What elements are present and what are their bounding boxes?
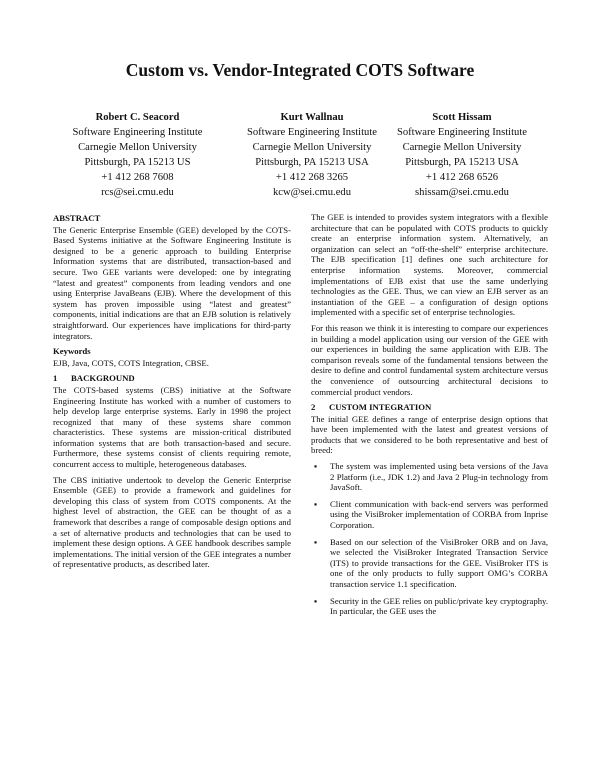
section-heading-custom-integration — [311, 402, 548, 413]
abstract-text: The Generic Enterprise Ensemble (GEE) developed by the COTS-Based Systems initiative at the Software Engineering Institute is designed to be a generic approach to building Enterprise Information systems that are distributed, transaction-based and secure. Two GEE variants were developed: one by integrating “latest and greatest” components from leading vendors and one using Enterprise JavaBeans (EJB). Where the development of this system has proven impossible using “latest and greatest” components, initial indications are that an EJB solution is relatively straightforward. Our experiences have implications for third-party integrators. — [53, 224, 291, 341]
list-item-text: The system was implemented using beta versions of the Java 2 Platform (i.e., JDK 1.2) and Java 2 Plug-in technology from JavaSoft. — [330, 461, 548, 493]
keywords-heading: Keywords — [53, 346, 91, 357]
list-item-text: Client communication with back-end servers was performed using the VisiBroker implementation of CORBA from Inprise Corporation. — [330, 498, 548, 531]
list-item — [311, 499, 548, 531]
author-city: Pittsburgh, PA 15213 USA — [405, 157, 519, 168]
bullet-list — [311, 461, 548, 617]
author-univ: Carnegie Mellon University — [402, 142, 522, 153]
author-name: Robert C. Seacord — [95, 112, 180, 123]
author-email: rcs@sei.cmu.edu — [101, 187, 174, 198]
left-column — [53, 211, 291, 575]
section-number: 2 — [311, 402, 316, 413]
list-item-text: Based on our selection of the VisiBroker ORB and on Java, we selected the VisiBroker Integrated Transaction Service (ITS) to provide transactions for the GEE. VisiBroker ITS is one of the only products to fully support OMG’s CORBA transaction service 1.1 specification. — [330, 536, 548, 589]
bullet-icon: ▪ — [314, 461, 318, 472]
paper-title: Custom vs. Vendor-Integrated COTS Software — [125, 60, 475, 80]
author-univ: Carnegie Mellon University — [78, 142, 197, 153]
keywords-text: EJB, Java, COTS, COTS Integration, CBSE. — [53, 357, 209, 368]
section-title: CUSTOM INTEGRATION — [329, 402, 432, 413]
list-item — [311, 537, 548, 590]
author-block-3 — [387, 110, 537, 200]
background-paragraph-1: The COTS-based systems (CBS) initiative at the Software Engineering Institute has worked with a number of customers to help develop large enterprise systems. Early in 1998 the project recognized that many of these systems share common characteristics. These systems are mission-critical distributed information systems that are both transaction-based and secure. Furthermore, these systems consist of clients requiring remote, concurrent access to multiple, heterogeneous databases. — [53, 384, 291, 470]
author-city: Pittsburgh, PA 15213 USA — [255, 157, 369, 168]
author-org: Software Engineering Institute — [72, 127, 203, 138]
author-org: Software Engineering Institute — [396, 127, 528, 138]
author-email: shissam@sei.cmu.edu — [415, 187, 509, 198]
list-item-text: Security in the GEE relies on public/private key cryptography. In particular, the GEE uses the — [330, 595, 548, 617]
author-name: Kurt Wallnau — [280, 112, 344, 123]
author-block-1 — [25, 110, 250, 200]
list-item — [311, 596, 548, 617]
background-paragraph-4: For this reason we think it is interesting to compare our experiences in building a model application using our version of the GEE with our experiences in building the same application with EJB. The comparison reveals some of the fundamental tensions between the desire to define and control fundamental system architecture versus the convenience of outsourcing architectural decisions to commercial product vendors. — [311, 322, 548, 397]
bullet-icon: ▪ — [314, 536, 318, 547]
author-phone: +1 412 268 3265 — [275, 172, 349, 183]
custom-intro: The initial GEE defines a range of enterprise design options that have been implemented with the latest and greatest versions of products that we considered to be both representative and best of breed: — [311, 413, 548, 456]
author-email: kcw@sei.cmu.edu — [272, 187, 351, 198]
list-item — [311, 461, 548, 493]
right-column — [311, 212, 548, 623]
author-univ: Carnegie Mellon University — [252, 142, 372, 153]
section-heading-background — [53, 373, 291, 384]
background-paragraph-3: The GEE is intended to provides system integrators with a flexible architecture that can be populated with COTS products to quickly create an enterprise information system. Alternatively, an organization can select an “off-the-shelf” enterprise architecture. The EJB specification [1] defines one such architecture for enterprise information systems. Moreover, commercial implementations of EJB exist that use the same underlying technologies as the GEE. Thus, we can view an EJB server as an instantiation of the GEE – a configuration of design options implemented with a specific set of enterprise technologies. — [311, 212, 548, 318]
background-paragraph-2: The CBS initiative undertook to develop the Generic Enterprise Ensemble (GEE) to provide a framework and guidelines for developing this class of system from COTS components. At the highest level of abstraction, the GEE can be thought of as a framework that describes a range of composable design options and a set of alternative products and technologies that can be used to implement these design options. A GEE handbook describes sample implementations. The initial version of the GEE integrates a number of representative products, as described later. — [53, 474, 291, 570]
author-block-2 — [237, 110, 387, 200]
author-name: Scott Hissam — [432, 112, 492, 123]
section-number: 1 — [53, 373, 58, 384]
author-phone: +1 412 268 7608 — [101, 172, 174, 183]
abstract-heading: ABSTRACT — [53, 213, 101, 223]
author-phone: +1 412 268 6526 — [425, 172, 499, 183]
section-title: BACKGROUND — [71, 373, 135, 384]
author-city: Pittsburgh, PA 15213 US — [84, 157, 191, 168]
bullet-icon: ▪ — [314, 498, 318, 509]
bullet-icon: ▪ — [314, 595, 318, 606]
author-org: Software Engineering Institute — [246, 127, 378, 138]
